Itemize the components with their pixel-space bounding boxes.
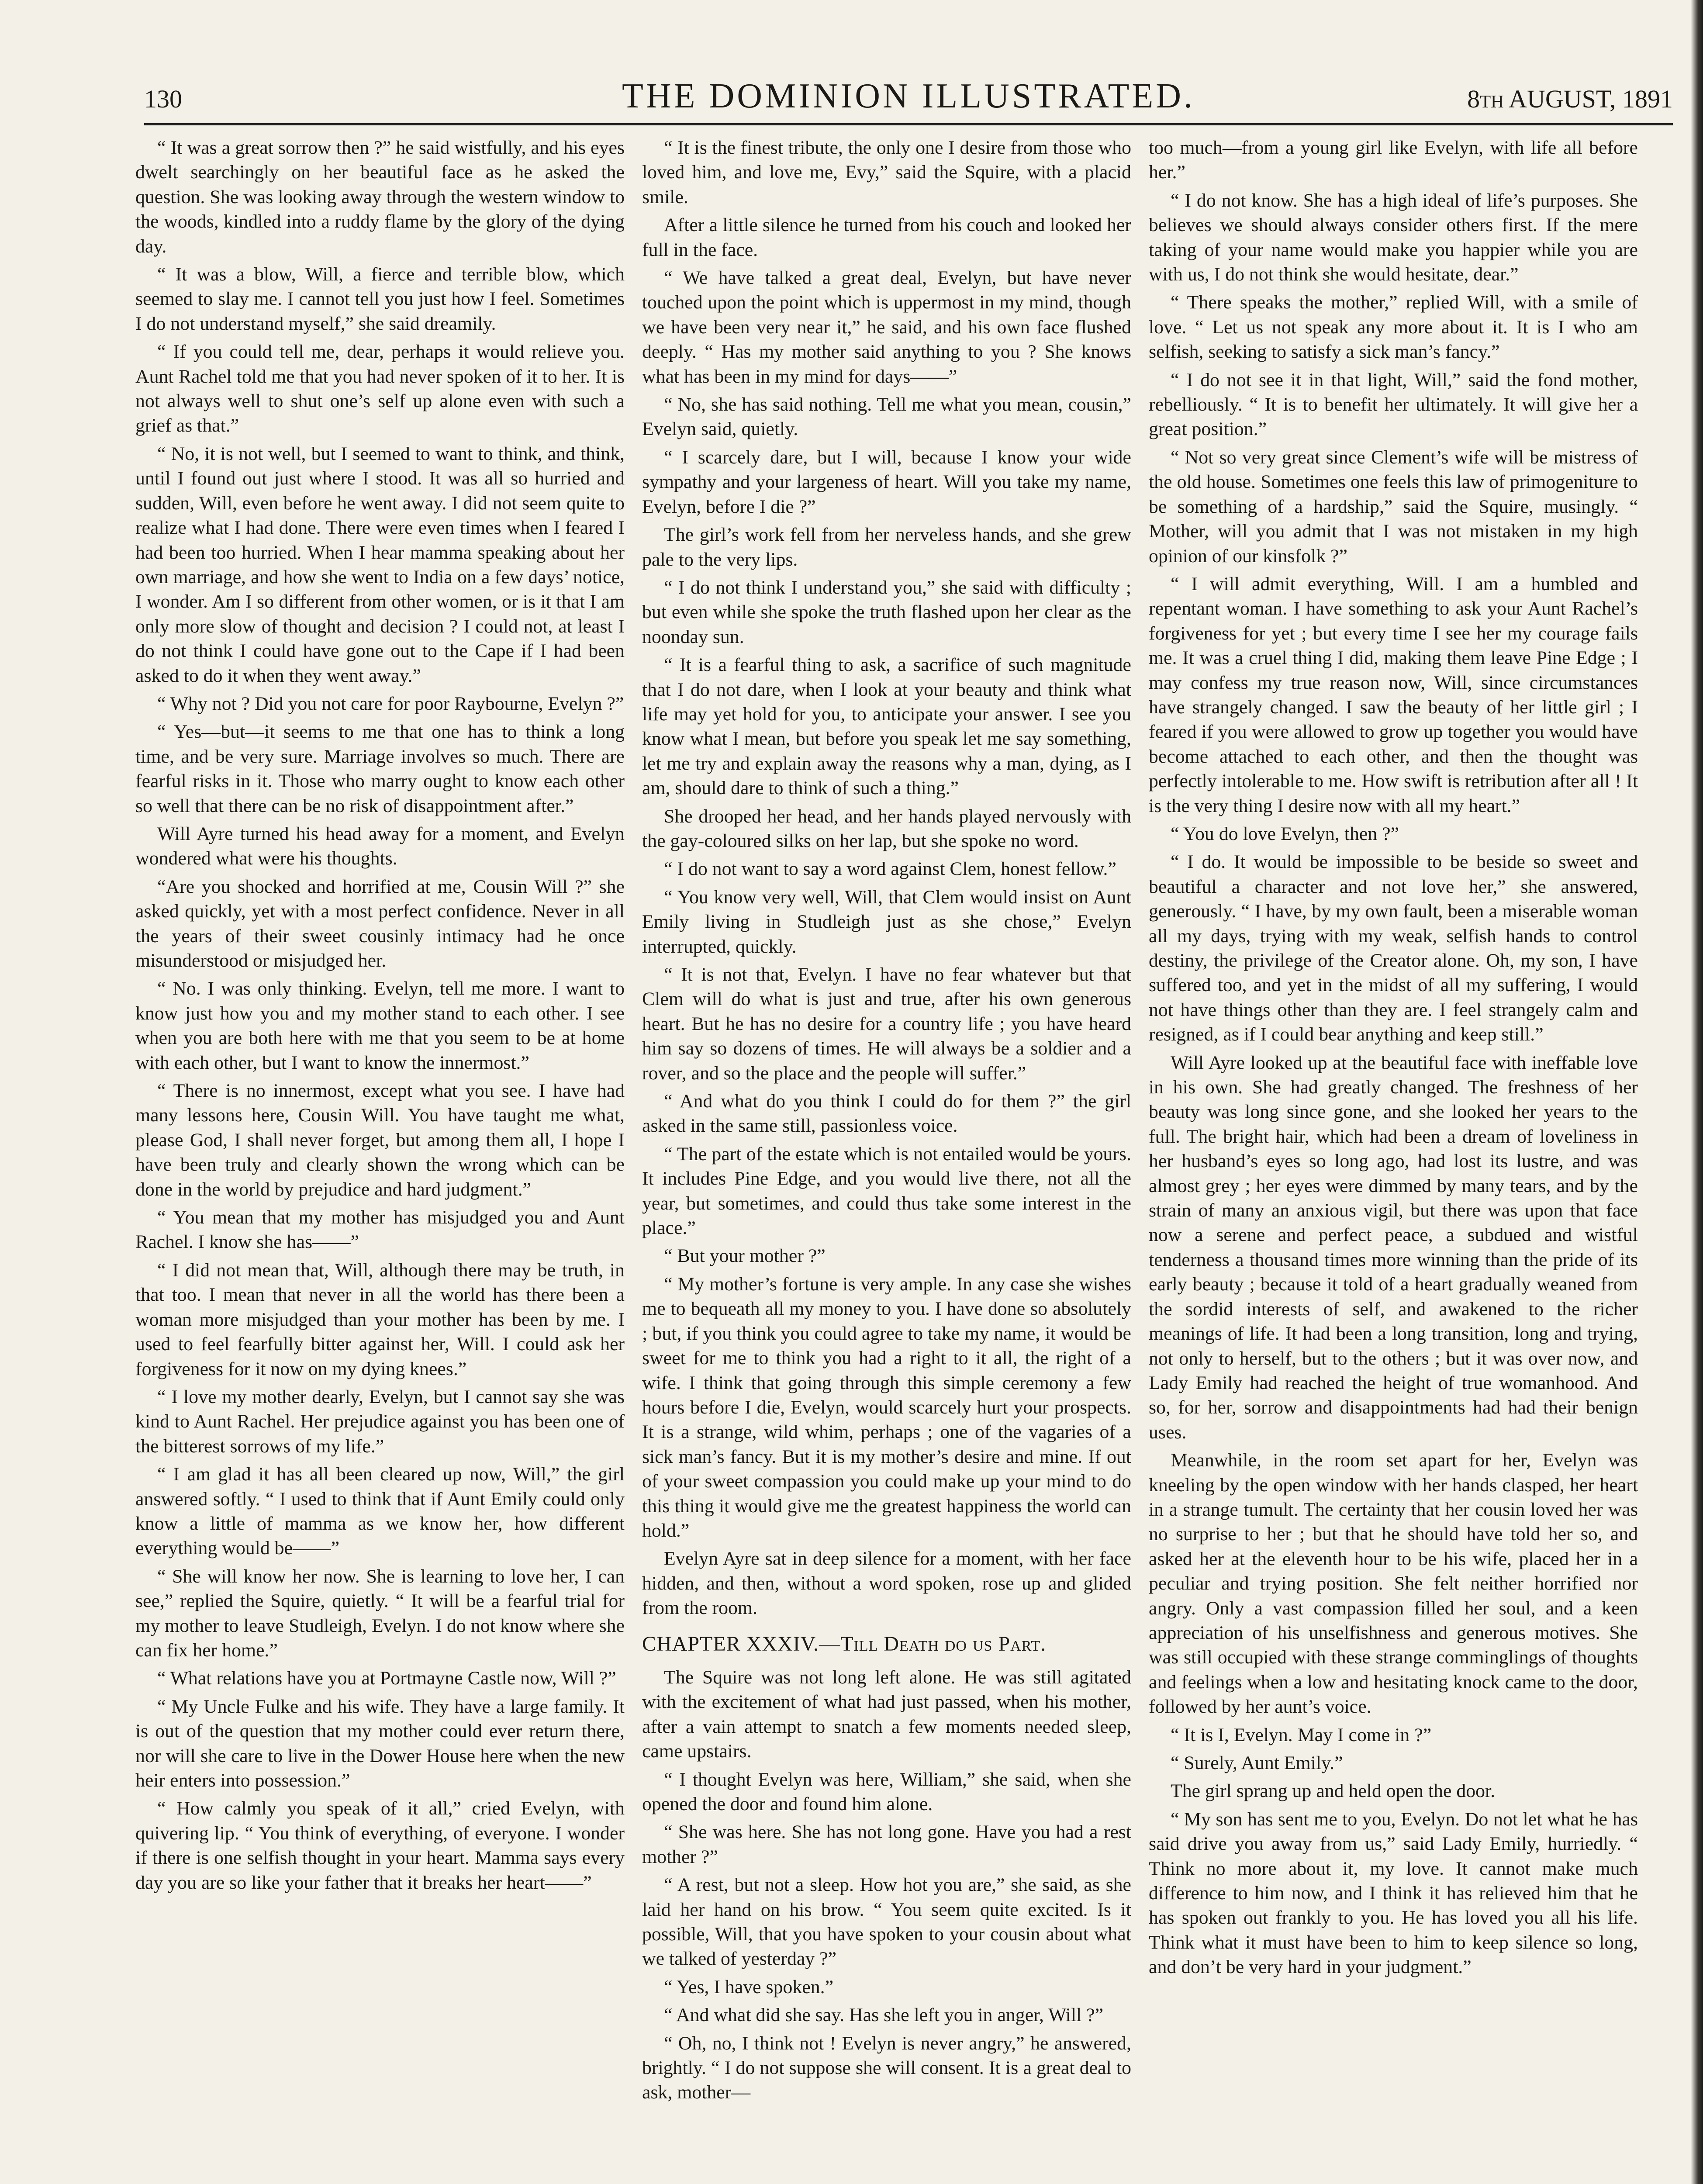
paragraph: “ Oh, no, I think not ! Evelyn is never angry,” he answered, brightly. “ I do not suppose she will consent. It is a great deal to ask, mother— [642,2032,1131,2103]
paragraph: “ I will admit everything, Will. I am a humbled and repentant woman. I have something to ask your Aunt Rachel’s forgiveness for yet ; but every time I see her my courage fails me. It was a cruel thing I did, making them leave Pine Edge ; I may confess my true reason now, Will, since circumstances have strangely changed. I saw the beauty of her little girl ; I feared if you were allowed to grow up together you would have become attached to each other, and then the thought was perfectly intolerable to me. How swift is retribution after all ! It is the very thing I desire now with all my heart.” [1149,573,1638,816]
paragraph: Will Ayre looked up at the beautiful face with ineffable love in his own. She had greatly changed. The freshness of her beauty was long since gone, and she looked her years to the full. The bright hair, which had been a dream of loveliness in her husband’s eyes so long ago, had lost its lustre, and was almost grey ; her eyes were dimmed by many tears, and by the strain of many an anxious vigil, but there was upon that face now a serene and perfect peace, a subdued and wistful tenderness a thousand times more winning than the pride of its early beauty ; because it told of a heart gradually weaned from the sordid interests of self, and awakened to the richer meanings of life. It had been a long transition, long and trying, not only to herself, but to the others ; but it was over now, and Lady Emily had reached the height of true womanhood. And so, for her, sorrow and disappointments had had their benign uses. [1149,1052,1638,1443]
paragraph: “ Surely, Aunt Emily.” [1171,1752,1343,1773]
header-rule [144,123,1673,125]
paragraph: “ But your mother ?” [664,1245,826,1267]
paragraph: “ You mean that my mother has misjudged you and Aunt Rachel. I know she has——” [135,1207,625,1253]
paragraph: “ You do love Evelyn, then ?” [1171,823,1399,844]
paragraph: “ Yes, I have spoken.” [664,1976,834,1997]
paragraph: “ My son has sent me to you, Evelyn. Do not let what he has said drive you away from us,” said Lady Emily, hurriedly. “ Think no more about it, my love. It cannot make much difference to him now, and I think it has relieved him that he has spoken out frankly to you. He has loved you all his life. Think what it must have been to him to keep silence so long, and don’t be very hard in your judgment.” [1149,1808,1638,1978]
paragraph: “ There is no innermost, except what you see. I have had many lessons here, Cousin Will. You have taught me what, please God, I shall never forget, but among them all, I hope I have been truly and clearly shown the wrong which can be done in the world by prejudice and hard judgment.” [135,1080,625,1200]
paragraph: “ I thought Evelyn was here, William,” she said, when she opened the door and found him alone. [642,1769,1131,1814]
text-column-1 [135,135,625,2184]
paragraph: “ We have talked a great deal, Evelyn, but have never touched upon the point which is uppermost in my mind, though we have been very near it,” he said, and his own face flushed deeply. “ Has my mother said anything to you ? She knows what has been in my mind for days——” [642,267,1131,387]
paragraph: After a little silence he turned from his couch and looked her full in the face. [642,214,1131,260]
paragraph: “ I do. It would be impossible to be beside so sweet and beautiful a character and not love her,” she answered, generously. “ I have, by my own fault, been a miserable woman all my days, trying with my weak, selfish hands to control destiny, the privilege of the Creator alone. Oh, my son, I have suffered too, and yet in the midst of all my suffering, I would not have things other than they are. I feel strangely calm and resigned, as if I could bear anything and keep still.” [1149,851,1638,1045]
publication-title: THE DOMINION ILLUSTRATED. [622,77,1195,115]
paragraph: “ I scarcely dare, but I will, because I know your wide sympathy and your largeness of heart. Will you take my name, Evelyn, before I die ?” [642,446,1131,517]
paragraph: The Squire was not long left alone. He was still agitated with the excitement of what had just passed, when his mother, after a vain attempt to snatch a few moments needed sleep, came upstairs. [642,1666,1131,1762]
paragraph: “ I love my mother dearly, Evelyn, but I cannot say she was kind to Aunt Rachel. Her prejudice against you has been one of the bitterest sorrows of my life.” [135,1386,625,1457]
page-edge-shadow [1691,0,1703,2184]
page-header [144,76,1673,124]
paragraph: “ You know very well, Will, that Clem would insist on Aunt Emily living in Studleigh just as she chose,” Evelyn interrupted, quickly. [642,886,1131,957]
paragraph: “ It was a great sorrow then ?” he said wistfully, and his eyes dwelt searchingly on her beautiful face as he asked the question. She was looking away through the western window to the woods, kindled into a ruddy flame by the glory of the dying day. [135,137,625,257]
paragraph: “ No. I was only thinking. Evelyn, tell me more. I want to know just how you and my mother stand to each other. I see when you are both here with me that you seem to be at home with each other, but I want to know the innermost.” [135,978,625,1073]
paragraph: “ I did not mean that, Will, although there may be truth, in that too. I mean that never in all the world has there been a woman more misjudged than your mother has been by me. I used to feel fearfully bitter against her, Will. I could ask her forgiveness for it now on my dying knees.” [135,1259,625,1379]
paragraph: “ I do not see it in that light, Will,” said the fond mother, rebelliously. “ It is to benefit her ultimately. It will give her a great position.” [1149,369,1638,440]
paragraph: “ I am glad it has all been cleared up now, Will,” the girl answered softly. “ I used to think that if Aunt Emily could only know a little of mamma as we know her, how different everything would be——” [135,1464,625,1559]
paragraph: She drooped her head, and her hands played nervously with the gay-coloured silks on her lap, but she spoke no word. [642,805,1131,851]
paragraph: The girl’s work fell from her nerveless hands, and she grew pale to the very lips. [642,524,1131,570]
paragraph: Meanwhile, in the room set apart for her, Evelyn was kneeling by the open window with her hands clasped, her heart in a strange tumult. The certainty that her cousin loved her was no surprise to her ; but that he should have told her so, and asked her at the eleventh hour to be his wife, placed her in a peculiar and trying position. She felt neither horrified nor angry. Only a vast compassion filled her soul, and a keen appreciation of his unselfishness and generous motives. She was still occupied with these strange comminglings of thoughts and feelings when a low and hesitating knock came to the door, followed by her aunt’s voice. [1149,1450,1638,1717]
paragraph: Evelyn Ayre sat in deep silence for a moment, with her face hidden, and then, without a word spoken, rose up and glided from the room. [642,1548,1131,1619]
paragraph: “ It is a fearful thing to ask, a sacrifice of such magnitude that I do not dare, when I look at your beauty and think what life may yet hold for you, to anticipate your answer. I see you know what I mean, but before you speak let me say something, let me try and explain away the reasons why a man, dying, as I am, should dare to think of such a thing.” [642,654,1131,799]
paragraph: “ My mother’s fortune is very ample. In any case she wishes me to bequeath all my money to you. I have done so absolutely ; but, if you think you could agree to take my name, it would be sweet for me to think you had a right to it all, the right of a wife. I think that going through this simple ceremony a few hours before I die, Evelyn, would scarcely hurt your prospects. It is a strange, wild whim, perhaps ; one of the vagaries of a sick man’s fancy. But it is my mother’s desire and mine. If out of your sweet compassion you could make up your mind to do this thing it would give me the greatest happiness the world can hold.” [642,1273,1131,1541]
paragraph: “ It is the finest tribute, the only one I desire from those who loved him, and love me, Evy,” said the Squire, with a placid smile. [642,137,1131,207]
paragraph: The girl sprang up and held open the door. [1171,1780,1496,1802]
paragraph: “ What relations have you at Portmayne Castle now, Will ?” [157,1668,616,1689]
paragraph: “ There speaks the mother,” replied Will, with a smile of love. “ Let us not speak any more about it. It is I who am selfish, seeking to satisfy a sick man’s fancy.” [1149,292,1638,363]
chapter-title: —Till Death do us Part. [819,1632,1047,1655]
text-column-2 [642,135,1131,2184]
paragraph: “ If you could tell me, dear, perhaps it would relieve you. Aunt Rachel told me that you had never spoken of it to her. It is not always well to shut one’s self up alone even with such a grief as that.” [135,341,625,436]
paragraph: “ No, she has said nothing. Tell me what you mean, cousin,” Evelyn said, quietly. [642,394,1131,440]
paragraph: “ It was a blow, Will, a fierce and terrible blow, which seemed to slay me. I cannot tell you just how I feel. Sometimes I do not understand myself,” she said dreamily. [135,264,625,334]
paragraph: “ Yes—but—it seems to me that one has to think a long time, and be very sure. Marriage involves so much. There are fearful risks in it. Those who marry ought to know each other so well that there can be no risk of disappointment after.” [135,721,625,816]
paragraph: “ The part of the estate which is not entailed would be yours. It includes Pine Edge, and you would live there, not all the year, but sometimes, and could thus take some interest in the place.” [642,1143,1131,1239]
paragraph: “ Why not ? Did you not care for poor Raybourne, Evelyn ?” [157,693,624,714]
paragraph: “ My Uncle Fulke and his wife. They have a large family. It is out of the question that my mother could ever return there, nor will she care to live in the Dower House here when the new heir enters into possession.” [135,1696,625,1791]
text-column-3 [1149,135,1638,2184]
chapter-number: CHAPTER XXXIV. [642,1632,819,1655]
paragraph: “Are you shocked and horrified at me, Cousin Will ?” she asked quickly, yet with a most perfect confidence. Never in all the years of their sweet cousinly intimacy had he once misunderstood or misjudged her. [135,876,625,971]
paragraph: “ How calmly you speak of it all,” cried Evelyn, with quivering lip. “ You think of everything, of everyone. I wonder if there is one selfish thought in your heart. Mamma says every day you are so like your father that it breaks her heart——” [135,1798,625,1893]
paragraph: “ I do not think I understand you,” she said with difficulty ; but even while she spoke the truth flashed upon her clear as the noonday sun. [642,577,1131,647]
paragraph: Will Ayre turned his head away for a moment, and Evelyn wondered what were his thoughts. [135,823,625,869]
paragraph: “ Not so very great since Clement’s wife will be mistress of the old house. Sometimes one feels this law of primogeniture to be something of a hardship,” said the Squire, musingly. “ Mother, will you admit that I was not mistaken in my high opinion of our kinsfolk ?” [1149,446,1638,567]
paragraph: “ And what do you think I could do for them ?” the girl asked in the same still, passionless voice. [642,1091,1131,1137]
paragraph: “ It is not that, Evelyn. I have no fear whatever but that Clem will do what is just and true, after his own generous heart. But he has no desire for a country life ; you have heard him say so dozens of times. He will always be a soldier and a rover, and so the place and the people will suffer.” [642,964,1131,1084]
paragraph: “ It is I, Evelyn. May I come in ?” [1171,1724,1432,1745]
issue-date: 8th AUGUST, 1891 [1467,85,1673,113]
paragraph: “ She was here. She has not long gone. Have you had a rest mother ?” [642,1821,1131,1867]
chapter-heading [642,1632,1131,1656]
paragraph: “ And what did she say. Has she left you in anger, Will ?” [664,2004,1104,2026]
paragraph: “ She will know her now. She is learning to love her, I can see,” replied the Squire, quietly. “ It will be a fearful trial for my mother to leave Studleigh, Evelyn. I do not know where she can fix her home.” [135,1565,625,1661]
page-number: 130 [144,85,182,113]
paragraph: “ No, it is not well, but I seemed to want to think, and think, until I found out just where I stood. It was all so hurried and sudden, Will, even before he went away. I did not seem quite to realize what I had done. There were even times when I feared I had been too hurried. When I hear mamma speaking about her own marriage, and how she went to India on a few days’ notice, I wonder. Am I so different from other women, or is it that I am only more slow of thought and decision ? I could not, at least I do not think I could have gone out to the Cape if I had been asked to do it when they went away.” [135,443,625,686]
paragraph: “ I do not know. She has a high ideal of life’s purposes. She believes we should always consider others first. If the mere taking of your name would make you happier while you are with us, I do not think she would hesitate, dear.” [1149,190,1638,285]
paragraph-continued: too much—from a young girl like Evelyn, with life all before her.” [1149,137,1638,183]
paragraph: “ I do not want to say a word against Clem, honest fellow.” [664,858,1116,880]
paragraph: “ A rest, but not a sleep. How hot you are,” she said, as she laid her hand on his brow. “ You seem quite excited. Is it possible, Will, that you have spoken to your cousin about what we talked of yesterday ?” [642,1874,1131,1970]
